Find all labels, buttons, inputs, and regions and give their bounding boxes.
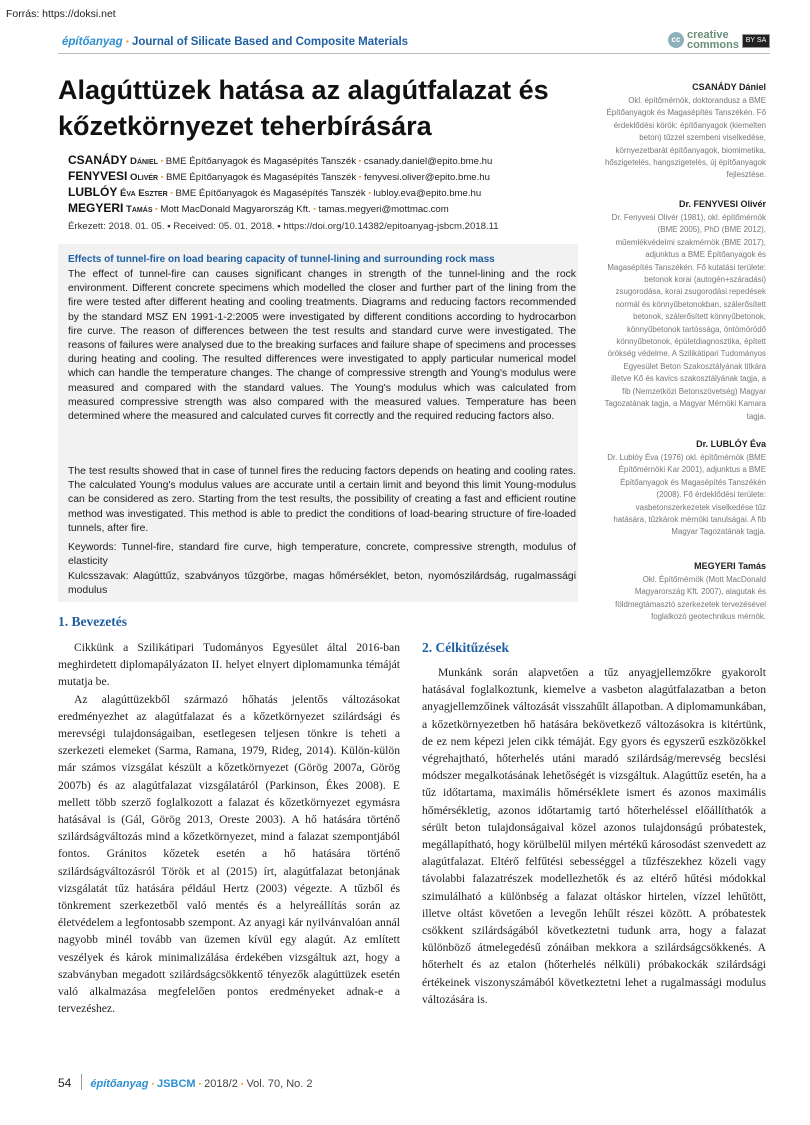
journal-brand: építőanyag — [62, 36, 123, 48]
author-email[interactable]: lubloy.eva@epito.bme.hu — [373, 188, 482, 199]
keywords: Keywords: Tunnel-fire, standard fire curve, high temperature, concrete, compressive strength, modulus of elasticity — [68, 542, 576, 568]
section-heading-goals: 2. Célkitűzések — [422, 640, 509, 655]
author-line: FENYVESI Olivér ▪ BME Építőanyagok és Magasépítés Tanszék ▪ fenyvesi.oliver@epito.bme.hu — [68, 169, 490, 183]
license-badge: BY SA — [742, 34, 770, 48]
bio-name: MEGYERI Tamás — [694, 561, 766, 571]
abstract-title: Effects of tunnel-fire on load bearing capacity of tunnel-lining and surrounding rock mass — [68, 254, 495, 265]
cc-icon: cc — [668, 32, 684, 48]
kulcsszavak: Kulcsszavak: Alagúttűz, szabványos tűzgörbe, magas hőmérséklet, beton, nyomószilárdság, rugalmassági modulus — [68, 571, 576, 597]
author-line: CSANÁDY Dániel ▪ BME Építőanyagok és Magasépítés Tanszék ▪ csanady.daniel@epito.bme.hu — [68, 153, 493, 167]
bio-text: Okl. építőmérnök, doktorandusz a BME Építőanyagok és Magasépítés Tanszékén. Fő érdeklődési körök: építőanyagok (kiemelten beton) tűzzel szembeni viselkedése, környezetbarát építőanyagok, biomimetika, hőszigetelés, hangszigetelés, új építőanyagok fejlesztése. — [605, 96, 766, 180]
author-email[interactable]: csanady.daniel@epito.bme.hu — [363, 156, 493, 167]
abstract-paragraph: The effect of tunnel-fire can causes significant changes in strength of the tunnel-lining and the rock environment. Different concrete specimens which modelled the closer and further part of the lining from the fire were tested after different heating and cooling treatments. Diagrams and reducing factors recommended by the standard MSZ EN 1991-1-2:2005 were investigated by different conditions according to hydrocarbon fire curve. The reason of differences between the test results and standard curve were investigated. The reasons of failures were analysed due to the breaking surfaces and failure shape of specimens and processes during heating and cooling. The resulted differences were investigated to apply particular numerical model which can handle the temperature changes. The change of compressive strength and Young's modulus were measured and compared with the standard values. The Young's modulus which was calculated from measured compressive strength was also compared with the measured values. Temperature has been determined where the measured and calculated curves fit correctly and the required reducing factors also. — [68, 269, 576, 423]
page-footer: 54 építőanyag ▪ JSBCM ▪ 2018/2 ▪ Vol. 70, No. 2 — [58, 1076, 313, 1090]
source-note: Forrás: https://doksi.net — [6, 8, 116, 20]
article-title: Alagúttüzek hatása az alagútfalazat és kőzetkörnyezet teherbírására — [58, 75, 549, 141]
section-heading-intro: 1. Bevezetés — [58, 614, 127, 629]
body-paragraph: Cikkünk a Szilikátipari Tudományos Egyesület által 2016-ban meghirdetett diplomapályázaton II. helyet elnyert diplomamunka témáját mutatja be. — [58, 641, 400, 689]
body-paragraph: Munkánk során alapvetően a tűz anyagjellemzőkre gyakorolt hatásával foglalkoztunk, kiemelve a vasbeton alagútfalazatban a beton anyagjellemzőinek változását visszahűlt állapotban. A diplomamunkában, a kőzetkörnyezetben hő hatására bekövetkező változásokra is kitértünk, de ez nem képezi jelen cikk témáját. Egy gyors és egyszerű eszközökkel végrehajtható, hőterhelés utáni maradó szilárdság/merevség becslési módszer megalkotásának lehetőségét is vizsgáltuk. Alagúttűz esetén, ha a tűz időtartama, maximális hőmérséklete ismert és azonos maximális hőmérsékletig, azonos időtartamig tartó hőterheléssel előállíthatók a sérült beton tulajdonságaival közel azonos tulajdonságú próbatestek, megállapítható, hogy körülbelül milyen mértékű károsodást szenvedett az alagútfalazat. Eltérő felfűtési sebességgel a tűzfészekhez közeli vagy távolabbi falazatrészek modellezhetők és az eltérő hűtési módokkal szimulálható a különbség a falazat oltáskor hirtelen, vízzel lehűtött, illetve oltást követően a levegőn lehűlt részei között. A próbatestek csökkent szilárdságából következtetni tudunk arra, hogy a falazat különböző átmelegedésű zónáiban mekkora a szilárdságcsökkenés. A hőterhelt és az etalon (hőterhelés nélküli) próbakockák szilárdsági értékeinek viszonyszámából következtetni lehet a rugalmassági modulus változására is. — [422, 666, 766, 1006]
author-line: LUBLÓY Éva Eszter ▪ BME Építőanyagok és Magasépítés Tanszék ▪ lubloy.eva@epito.bme.hu — [68, 185, 482, 199]
creative-commons-logo — [668, 30, 768, 52]
journal-name: Journal of Silicate Based and Composite Materials — [131, 36, 409, 48]
bio-text: Dr. Fenyvesi Olivér (1981), okl. építőmérnök (BME 2005), PhD (BME 2012), műemlékvédelmi szakmérnök (BME 2017), adjunktus a BME Építőanyagok és Magasépítés Tanszékén. Fő kutatási területe: betonok korai (autogén+száradási) zsugorodása, korai zsugorodási repedések normál és könnyűbetonokban, szálerősített betonok, szálerősített könnyűbetonok, könnyűbetonok tartóssága, öntömörödő könnyűbetonok, épületdiagnosztika, épített örökség védelme. A Szilikátipari Tudományos Egyesület Beton Szakosztályának titkára illetve Kő és kavics szakosztályának tagja, a fib (Nemzetközi Betonszövetség) Magyar Tagozatának tagja, a Magyar Mérnöki Kamara tagja. — [604, 213, 766, 421]
bio-text: Okl. Építőmérnök (Mott MacDonald Magyarország Kft. 2007), alagutak és földmegtámasztó szerkezetek tervezésével foglalkozó geotechnikus mérnök. — [615, 575, 766, 622]
bio-text: Dr. Lublóy Éva (1976) okl. építőmérnök (BME Építőmérnöki Kar 2001), adjunktus a BME Építőanyagok és Magasépítés Tanszékén (2008). Fő érdeklődési területe: vasbetonszerkezetek viselkedése tűz hatására, tűzkárok mérnöki tanulságai. A fib Magyar Tagozatának tagja. — [607, 453, 766, 537]
journal-header: építőanyag ▪ Journal of Silicate Based and Composite Materials — [62, 36, 409, 48]
goals-column — [422, 664, 766, 1008]
header-divider — [58, 53, 770, 54]
received-doi-line: Érkezett: 2018. 01. 05. ▪ Received: 05. 01. 2018. ▪ https://doi.org/10.14382/epitoanyag-jsbcm.2018.11 — [68, 221, 499, 232]
author-email[interactable]: tamas.megyeri@mottmac.com — [318, 204, 449, 215]
page-number: 54 — [58, 1076, 72, 1090]
bio-name: Dr. FENYVESI Olivér — [678, 199, 766, 209]
intro-column — [58, 639, 400, 1017]
cc-text-top: creative — [687, 29, 729, 41]
bio-name: Dr. LUBLÓY Éva — [696, 439, 766, 449]
bio-name: CSANÁDY Dániel — [692, 82, 766, 92]
cc-text-bottom: commons — [687, 39, 739, 51]
author-line: MEGYERI Tamás ▪ Mott MacDonald Magyarország Kft. ▪ tamas.megyeri@mottmac.com — [68, 201, 449, 215]
abstract-paragraph: The test results showed that in case of tunnel fires the reducing factors depends on heating and cooling rates. The calculated Young's modulus values are accurate until a certain limit and beyond this limit Young-modulus can be considered as zero. Starting from the test results, the possibility of creating a fast and efficient routine method was investigated. This method is able to predict the conditions of load-bearing structure of fire-loaded tunnels, after fire. — [68, 466, 576, 534]
body-paragraph: Az alagúttüzekből származó hőhatás jelentős változásokat eredményezhet az alagútfalazat és a kőzetkörnyezet szilárdsági és merevségi tulajdonságaiban, esetlegesen teljesen tönkre is teheti a szerkezeti elemeket (Sarma, Ramana, 1979, Rideg, 2014). Külön-külön már számos vizsgálat készült a kőzetkörnyezet (Görög 2007a, Görög 2007b) és az alagútfalazat vizsgálatáról (Parkinson, Ékes 2008). E mellett több szerző foglalkozott a falazat és kőzetkörnyezet egymásra hatásával is (Gál, Görög 2013, Oreste 2003). A hő hatására történő szilárdságváltozás mind a kőzetkörnyezet, mind a falazat szempontjából fontos. Gránitos kőzetek esetén a hő hatására történő szilárdságváltozásról Török et al (2015) írt, alagútfalazat betonjának vizsgálatát tűz hatására például Hertz (2003) végezte. A tűzből és tönkrement szerkezetből való mentés és a helyreállítás során az életvédelem a legfontosabb szempont. Az anyagi kár nyilvánvalóan annál nagyobb minél tovább van üzemen kívül egy alagút. Az említett veszélyek és károk minimalizálása érdekében vizsgáltuk azt, hogy a szabványban megadott szilárdságcsökkentő tényezők alagúttüzek esetén való alkalmazása megfelelően pontos eredményeket adnak-e a tervezéshez. — [58, 692, 400, 1016]
author-email[interactable]: fenyvesi.oliver@epito.bme.hu — [363, 172, 490, 183]
